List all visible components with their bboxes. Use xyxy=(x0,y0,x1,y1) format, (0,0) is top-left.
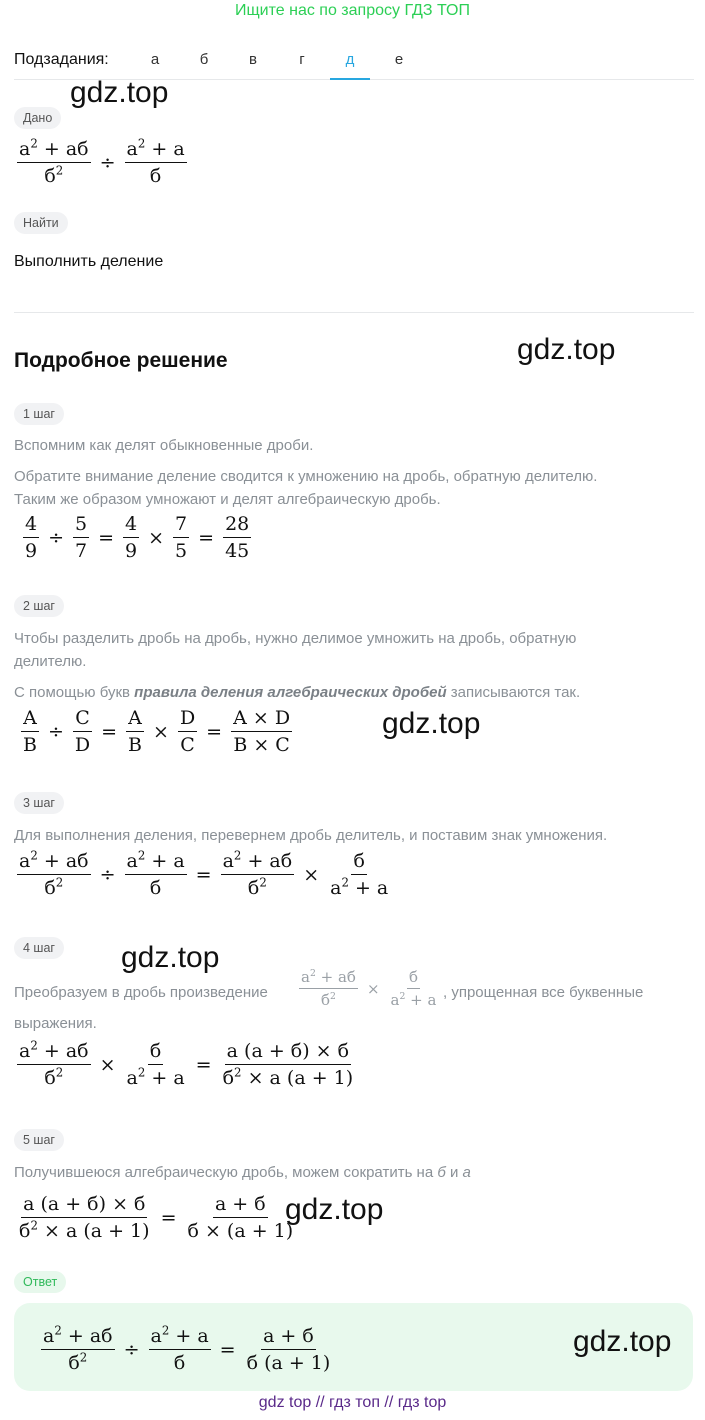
given-expression: $\frac{a^2 + aб}{б^2}$ ÷ $\frac{a^2 + a}{б}$ xyxy=(19,136,185,187)
tab-a[interactable]: а xyxy=(150,51,160,68)
solution-title: Подробное решение xyxy=(14,349,228,372)
step-3-formula: $\frac{a^2 + aб}{б^2}$ ÷ $\frac{a^2 + a}{б}$ = $\frac{a^2 + aб}{б^2}$ × $\frac{б}{a^2 + a}$ xyxy=(19,848,389,899)
subtasks-label: Подзадания: xyxy=(14,51,109,68)
step-2-text: Чтобы разделить дробь на дробь, нужно делимое умножить на дробь, обратную xyxy=(14,630,577,647)
step-4-formula: $\frac{a^2 + aб}{б^2}$ × $\frac{б}{a^2 + a}$ = $\frac{a (a + б) \times б}{б^2 \times a (a + 1)}$ xyxy=(19,1038,354,1089)
find-text: Выполнить деление xyxy=(14,253,164,270)
find-badge: Найти xyxy=(14,212,68,234)
watermark: gdz.top xyxy=(70,76,169,109)
step-3-text: Для выполнения деления, перевернем дробь делитель, и поставим знак умножения. xyxy=(14,827,608,844)
tab-b[interactable]: б xyxy=(199,51,209,68)
step-2-badge: 2 шаг xyxy=(14,595,64,617)
step-2-formula: $\frac{A}{B}$ ÷ $\frac{C}{D}$ = $\frac{A}{B}$ × $\frac{D}{C}$ = $\frac{A \times D}{B \times C}$ xyxy=(23,707,291,756)
step-5-badge: 5 шаг xyxy=(14,1129,64,1151)
given-badge: Дано xyxy=(14,107,61,129)
answer-badge: Ответ xyxy=(14,1271,66,1293)
step-4-text: Преобразуем в дробь произведение xyxy=(14,984,268,1001)
watermark: gdz.top xyxy=(285,1193,384,1226)
footer-links[interactable]: gdz top // гдз топ // гдз top xyxy=(258,1394,447,1411)
watermark: gdz.top xyxy=(573,1325,672,1358)
watermark: gdz.top xyxy=(382,707,481,740)
tab-e[interactable]: е xyxy=(394,51,404,68)
step-1-badge: 1 шаг xyxy=(14,403,64,425)
step-4-badge: 4 шаг xyxy=(14,937,64,959)
step-1-formula: $\frac{4}{9}$ ÷ $\frac{5}{7}$ = $\frac{4}{9}$ × $\frac{7}{5}$ = $\frac{28}{45}$ xyxy=(25,513,250,562)
search-banner: Ищите нас по запросу ГДЗ ТОП xyxy=(235,2,470,19)
watermark: gdz.top xyxy=(517,333,616,366)
step-3-badge: 3 шаг xyxy=(14,792,64,814)
section-divider xyxy=(14,312,694,313)
step-4-text: выражения. xyxy=(14,1015,97,1032)
tab-v[interactable]: в xyxy=(249,51,257,68)
step-4-text: , упрощенная все буквенные xyxy=(443,984,644,1001)
step-1-text: Вспомним как делят обыкновенные дроби. xyxy=(14,437,314,454)
step-1-text: Обратите внимание деление сводится к умножению на дробь, обратную делителю. xyxy=(14,468,598,485)
tab-d[interactable]: д xyxy=(330,51,370,80)
step-5-formula: $\frac{a (a + б) \times б}{б^2 \times a (a + 1)}$ = $\frac{a + б}{б \times (a + 1)}$ xyxy=(19,1193,294,1242)
step-5-text: Получившеюся алгебраическую дробь, можем сократить на б и a xyxy=(14,1164,471,1181)
step-2-rule: С помощью букв правила деления алгебраических дробей записываются так. xyxy=(14,684,581,701)
step-4-inline-formula: $\frac{a^2 + aб}{б^2}$ × $\frac{б}{a^2 + a}$ xyxy=(301,968,437,1009)
answer-formula: $\frac{a^2 + aб}{б^2}$ ÷ $\frac{a^2 + a}{б}$ = $\frac{a + б}{б (a + 1)}$ xyxy=(43,1323,331,1374)
step-1-text: Таким же образом умножают и делят алгебраическую дробь. xyxy=(14,491,441,508)
watermark: gdz.top xyxy=(121,941,220,974)
step-2-text: делителю. xyxy=(14,653,87,670)
tab-g[interactable]: г xyxy=(299,51,305,68)
